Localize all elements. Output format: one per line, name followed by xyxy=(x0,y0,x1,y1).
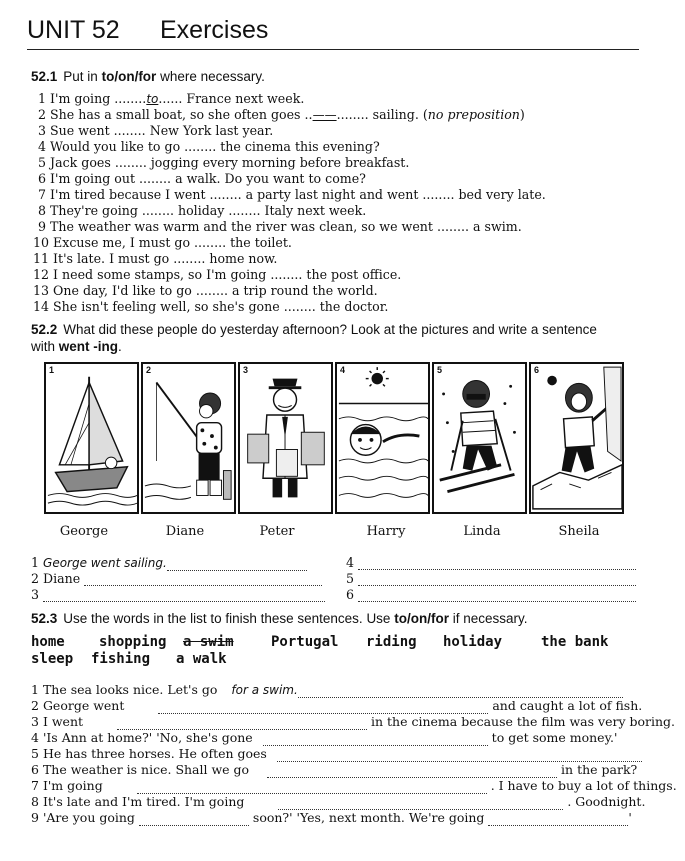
shopping-illustration xyxy=(240,364,331,512)
answer-blank[interactable] xyxy=(167,559,307,571)
item-number: 2 xyxy=(31,698,39,713)
item-text: the doctor. xyxy=(319,299,389,314)
item-number: 12 xyxy=(33,267,50,282)
item-text: I'm going xyxy=(50,91,111,106)
picture-number: 5 xyxy=(437,365,443,375)
item-text: to get some money.' xyxy=(491,730,618,745)
name-harry: Harry xyxy=(366,524,406,539)
word-item: a walk xyxy=(176,651,227,667)
blank[interactable]: ...... xyxy=(158,91,183,106)
blank[interactable]: ........ xyxy=(195,283,228,298)
exercise-2-number: 52.2 xyxy=(31,322,58,337)
word-item: holiday xyxy=(443,634,503,650)
exercise-1-bold: to/on/for xyxy=(101,69,157,84)
exercise-1-item xyxy=(33,299,546,315)
fishing-illustration xyxy=(143,364,234,512)
item-text: ' xyxy=(628,810,632,825)
item-number: 9 xyxy=(38,219,47,234)
blank[interactable]: ........ xyxy=(283,299,316,314)
blank[interactable]: ........ xyxy=(194,235,227,250)
exercise-1-item xyxy=(33,123,546,139)
exercise-2-text: What did these people do yesterday afternoon? Look at the pictures and write a sentence xyxy=(63,322,597,337)
exercise-1-item xyxy=(33,203,546,219)
answer-number: 1 xyxy=(31,555,40,570)
blank[interactable] xyxy=(267,766,557,778)
item-number: 8 xyxy=(31,794,39,809)
item-number: 3 xyxy=(38,123,47,138)
answer-line xyxy=(346,571,636,586)
exercise-2-period: . xyxy=(118,339,122,354)
answer-number: 6 xyxy=(346,587,355,602)
picture-diane-fishing xyxy=(141,362,236,514)
exercise-1-item xyxy=(33,139,546,155)
blank[interactable] xyxy=(278,798,563,810)
item-text: She isn't feeling well, so she's gone xyxy=(53,299,280,314)
item-text: She has a small boat, so she often goes xyxy=(50,107,301,122)
answer-number: 5 xyxy=(346,571,355,586)
item-text: . Goodnight. xyxy=(567,794,646,809)
exercise-1-pre: Put in xyxy=(63,69,98,84)
answer-blank[interactable] xyxy=(358,574,636,586)
item-text: a trip round the world. xyxy=(231,283,378,298)
exercise-1-item xyxy=(33,171,546,187)
name-diane: Diane xyxy=(165,524,205,539)
exercise-1-item xyxy=(33,235,546,251)
blank[interactable] xyxy=(139,814,249,826)
picture-george-sailing xyxy=(44,362,139,514)
exercise-3-item xyxy=(31,810,641,826)
item-number: 5 xyxy=(38,155,47,170)
answer-blank[interactable] xyxy=(358,590,636,602)
item-text: the toilet. xyxy=(230,235,292,250)
item-number: 6 xyxy=(31,762,39,777)
item-text: and caught a lot of fish. xyxy=(492,698,643,713)
exercise-1-item xyxy=(33,267,546,283)
word-item: home xyxy=(31,634,65,650)
blank[interactable] xyxy=(117,718,367,730)
exercise-3-pre: Use the words in the list to finish these sentences. Use xyxy=(63,611,391,626)
picture-number: 3 xyxy=(243,365,249,375)
picture-number: 4 xyxy=(340,365,346,375)
blank[interactable]: .. xyxy=(304,107,313,122)
exercise-3-post: if necessary. xyxy=(452,611,528,626)
blank[interactable]: ........ xyxy=(113,123,146,138)
handwritten-answer: for a swim. xyxy=(231,683,298,697)
exercise-3-bold: to/on/for xyxy=(394,611,449,626)
word-item: Portugal xyxy=(271,634,339,650)
exercise-2-bold: went -ing xyxy=(58,339,119,354)
item-text: I'm going xyxy=(42,778,103,793)
picture-number: 1 xyxy=(49,365,55,375)
exercise-3-item xyxy=(31,794,646,810)
item-text: soon?' 'Yes, next month. We're going xyxy=(252,810,485,825)
item-text: France next week. xyxy=(186,91,305,106)
blank[interactable]: ........ xyxy=(209,187,242,202)
item-number: 14 xyxy=(33,299,50,314)
exercise-3-number: 52.3 xyxy=(31,611,58,626)
exercise-1-post: where necessary. xyxy=(160,69,265,84)
item-text: in the cinema because the film was very boring. xyxy=(371,714,676,729)
item-text: He has three horses. He often goes xyxy=(42,746,267,761)
item-number: 5 xyxy=(31,746,39,761)
unit-label: UNIT 52 xyxy=(27,16,120,44)
answer-line xyxy=(31,555,307,570)
header-rule xyxy=(27,49,639,50)
item-text: sailing. ( xyxy=(372,107,428,122)
item-number: 4 xyxy=(38,139,47,154)
item-text: It's late and I'm tired. I'm going xyxy=(42,794,245,809)
picture-harry-swimming xyxy=(335,362,430,514)
picture-number: 6 xyxy=(534,365,540,375)
word-item: fishing xyxy=(91,651,151,667)
picture-number: 2 xyxy=(146,365,152,375)
item-text: ) xyxy=(519,107,525,122)
blank[interactable]: ........ xyxy=(114,91,147,106)
item-text: Excuse me, I must go xyxy=(53,235,191,250)
answer-line xyxy=(31,571,322,586)
exercise-2-instructions xyxy=(31,321,631,355)
exercise-3-item xyxy=(31,682,641,698)
answer-number: 4 xyxy=(346,555,355,570)
item-text: . I have to buy a lot of things. xyxy=(490,778,677,793)
name-peter: Peter xyxy=(259,524,295,539)
item-text: I went xyxy=(42,714,84,729)
item-text: in the park? xyxy=(561,762,638,777)
item-number: 9 xyxy=(31,810,39,825)
exercise-2-text-with: with xyxy=(31,339,56,354)
blank[interactable]: ........ xyxy=(141,203,174,218)
exercise-1-list xyxy=(33,91,546,315)
item-text: They're going xyxy=(50,203,138,218)
blank[interactable]: ........ xyxy=(228,203,261,218)
answer-handwritten: George went sailing. xyxy=(43,556,167,570)
answer-line xyxy=(346,587,636,602)
answer-line xyxy=(31,587,325,602)
blank[interactable] xyxy=(488,814,628,826)
page-title: Exercises xyxy=(160,16,269,44)
exercise-1-item xyxy=(33,283,546,299)
swimming-illustration xyxy=(337,364,428,512)
item-text: I'm going out xyxy=(50,171,136,186)
exercise-1-item xyxy=(33,251,546,267)
item-number: 1 xyxy=(31,682,39,697)
exercise-3-item xyxy=(31,778,677,794)
answer-blank[interactable] xyxy=(358,558,636,570)
item-number: 7 xyxy=(38,187,47,202)
exercise-3-item xyxy=(31,730,641,746)
exercise-1-item xyxy=(33,107,546,123)
picture-linda-skiing xyxy=(432,362,527,514)
exercise-1-item xyxy=(33,219,546,235)
exercise-3-item xyxy=(31,714,676,730)
exercise-1-number: 52.1 xyxy=(31,69,58,84)
blank[interactable]: ........ xyxy=(422,187,455,202)
item-number: 10 xyxy=(33,235,50,250)
answer-blank[interactable] xyxy=(84,574,322,586)
exercise-3-instructions xyxy=(31,610,631,627)
item-text: 'Are you going xyxy=(42,810,135,825)
blank[interactable] xyxy=(137,782,487,794)
item-number: 6 xyxy=(38,171,47,186)
item-text: I'm tired because I went xyxy=(50,187,206,202)
word-item: sleep xyxy=(31,651,74,667)
item-number: 3 xyxy=(31,714,39,729)
blank[interactable]: ........ xyxy=(184,139,217,154)
item-number: 2 xyxy=(38,107,47,122)
item-number: 4 xyxy=(31,730,39,745)
item-text: 'Is Ann at home?' 'No, she's gone xyxy=(42,730,253,745)
answer-text: Diane xyxy=(43,571,81,586)
blank[interactable]: ........ xyxy=(139,171,172,186)
exercise-1-instructions xyxy=(31,68,631,85)
item-text: Italy next week. xyxy=(264,203,367,218)
item-text: The weather is nice. Shall we go xyxy=(42,762,250,777)
item-text: bed very late. xyxy=(458,187,546,202)
answer-number: 3 xyxy=(31,587,40,602)
exercise-3-item xyxy=(31,762,641,778)
item-text: jogging every morning before breakfast. xyxy=(150,155,410,170)
blank[interactable] xyxy=(263,734,488,746)
exercise-1-item xyxy=(33,155,546,171)
picture-strip xyxy=(44,362,626,516)
page-header xyxy=(27,14,639,50)
item-text: I need some stamps, so I'm going xyxy=(53,267,267,282)
blank[interactable]: ........ xyxy=(114,155,147,170)
picture-peter-shopping xyxy=(238,362,333,514)
exercise-3-item xyxy=(31,698,641,714)
name-sheila: Sheila xyxy=(558,524,600,539)
item-number: 13 xyxy=(33,283,50,298)
blank[interactable]: ........ xyxy=(270,267,303,282)
exercise-1-item xyxy=(33,187,546,203)
handwritten-answer: —— xyxy=(312,108,337,122)
item-text: the cinema this evening? xyxy=(220,139,380,154)
item-text: home now. xyxy=(209,251,278,266)
exercise-1-item xyxy=(33,91,546,107)
item-text: Jack goes xyxy=(50,155,111,170)
blank[interactable]: ........ xyxy=(173,251,206,266)
sailboat-illustration xyxy=(46,364,137,512)
item-text: George went xyxy=(42,698,125,713)
name-linda: Linda xyxy=(463,524,501,539)
item-text: The weather was warm and the river was clean, so we went xyxy=(50,219,433,234)
item-text: Would you like to go xyxy=(50,139,181,154)
item-text: New York last year. xyxy=(149,123,274,138)
blank[interactable]: ........ xyxy=(336,107,369,122)
picture-sheila-walking xyxy=(529,362,624,514)
item-text: The sea looks nice. Let's go xyxy=(42,682,218,697)
word-item: shopping xyxy=(99,634,167,650)
item-number: 7 xyxy=(31,778,39,793)
exercise-3-list xyxy=(31,682,677,826)
word-item: the bank xyxy=(541,634,609,650)
skiing-illustration xyxy=(434,364,525,512)
answer-number: 2 xyxy=(31,571,40,586)
item-number: 8 xyxy=(38,203,47,218)
item-text: the post office. xyxy=(306,267,402,282)
walking-illustration xyxy=(531,364,622,512)
item-note: no preposition xyxy=(427,107,520,122)
item-text: a walk. Do you want to come? xyxy=(175,171,366,186)
blank[interactable] xyxy=(158,702,488,714)
item-text: a swim. xyxy=(473,219,522,234)
name-george: George xyxy=(59,524,109,539)
answer-line xyxy=(346,555,636,570)
answer-blank[interactable] xyxy=(43,590,325,602)
item-text: One day, I'd like to go xyxy=(53,283,192,298)
exercise-3-item xyxy=(31,746,641,762)
word-item-crossed-out: a swim xyxy=(183,634,234,650)
item-number: 11 xyxy=(33,251,50,266)
blank[interactable] xyxy=(298,686,623,698)
item-text: a party last night and went xyxy=(245,187,419,202)
item-number: 1 xyxy=(38,91,47,106)
blank[interactable]: ........ xyxy=(436,219,469,234)
handwritten-answer: to xyxy=(146,92,159,106)
item-text: Sue went xyxy=(50,123,110,138)
item-text: It's late. I must go xyxy=(53,251,170,266)
word-item: riding xyxy=(366,634,417,650)
blank[interactable] xyxy=(277,750,642,762)
item-text: holiday xyxy=(177,203,225,218)
